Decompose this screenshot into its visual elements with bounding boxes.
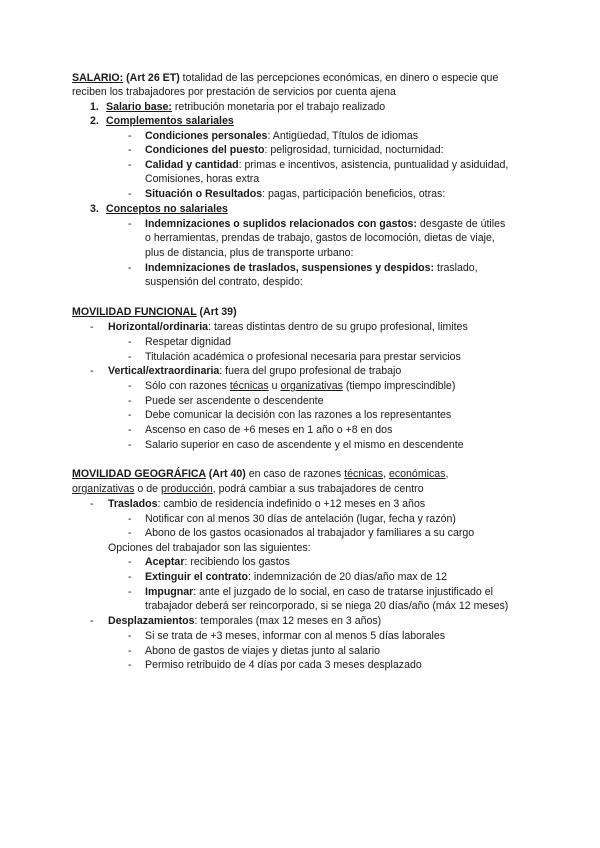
desplazamientos-sub: Si se trata de +3 meses, informar con al menos 5 días laborales xyxy=(145,630,446,642)
sub-label: Horizontal/ordinaria xyxy=(108,321,209,333)
dash-bullet: - xyxy=(128,218,132,230)
concepto-item-cont: suspensión del contrato, despido: xyxy=(145,276,303,288)
sub-label: Aceptar xyxy=(145,556,185,568)
item-number: 2. xyxy=(90,115,99,127)
concepto-item-cont: o herramientas, prendas de trabajo, gastos de locomoción, dietas de viaje, xyxy=(145,232,495,244)
vertical-sub: Puede ser ascendente o descendente xyxy=(145,395,324,407)
sub-text: : cambio de residencia indefinido o +12 meses en 3 años xyxy=(157,498,426,510)
item-label: Complementos salariales xyxy=(106,115,234,127)
sub-label: Situación o Resultados xyxy=(145,188,263,200)
salario-art: (Art 26 ET) xyxy=(126,72,180,84)
salario-item2 xyxy=(90,114,234,128)
item-label: Salario base: xyxy=(106,101,172,113)
dash-bullet: - xyxy=(128,351,132,363)
dash-bullet: - xyxy=(128,336,132,348)
item-label: Conceptos no salariales xyxy=(106,203,228,215)
dash-bullet: - xyxy=(128,130,132,142)
sub-text: : fuera del grupo profesional de trabajo xyxy=(219,365,402,377)
dash-bullet: - xyxy=(128,645,132,657)
dash-bullet: - xyxy=(128,439,132,451)
vertical-sub: Ascenso en caso de +6 meses en 1 año o +8 en dos xyxy=(145,424,393,436)
dash-bullet: - xyxy=(128,630,132,642)
salario-item1 xyxy=(90,100,385,114)
dash-bullet: - xyxy=(128,262,132,274)
dash-bullet: - xyxy=(128,586,132,598)
complemento-item xyxy=(145,187,445,201)
sub-label: Calidad y cantidad xyxy=(145,159,239,171)
complemento-item-cont: Comisiones, horas extra xyxy=(145,173,260,185)
sub-label: Condiciones personales xyxy=(145,130,268,142)
text-run: (tiempo imprescindible) xyxy=(342,380,456,392)
salario-intro-line1 xyxy=(72,71,498,85)
item-number: 1. xyxy=(90,101,99,113)
dash-bullet: - xyxy=(90,321,94,333)
complemento-item xyxy=(145,158,508,172)
section-art: (Art 40) xyxy=(205,468,246,480)
dash-bullet: - xyxy=(128,513,132,525)
salario-intro-line2: reciben los trabajadores por prestación de servicios por cuenta ajena xyxy=(72,86,396,98)
horizontal-item xyxy=(108,320,468,334)
dash-bullet: - xyxy=(128,527,132,539)
dash-bullet: - xyxy=(128,409,132,421)
underlined-term: técnicas xyxy=(229,380,269,392)
concepto-item xyxy=(145,217,505,231)
movilidad-geografica-intro xyxy=(72,482,424,496)
traslados-sub: Abono de los gastos ocasionados al trabajador y familiares a su cargo xyxy=(145,527,475,539)
opcion-item xyxy=(145,570,447,584)
vertical-item xyxy=(108,364,401,378)
vertical-sub xyxy=(145,379,455,393)
underlined-term: organizativas xyxy=(280,380,343,392)
item-number: 3. xyxy=(90,203,99,215)
sub-text: : temporales (max 12 meses en 3 años) xyxy=(194,615,382,627)
opcion-item xyxy=(145,555,290,569)
desplazamientos-sub: Permiso retribuido de 4 días por cada 3 meses desplazado xyxy=(145,659,422,671)
text-run: , xyxy=(383,468,389,480)
sub-text: : tareas distintas dentro de su grupo profesional, limites xyxy=(208,321,468,333)
sub-label: Traslados xyxy=(108,498,158,510)
sub-text: desgaste de útiles xyxy=(416,218,506,230)
vertical-sub: Salario superior en caso de ascendente y el mismo en descendente xyxy=(145,439,464,451)
dash-bullet: - xyxy=(128,188,132,200)
text-run: , xyxy=(445,468,449,480)
dash-bullet: - xyxy=(128,380,132,392)
text-run: , podrá cambiar a sus trabajadores de centro xyxy=(212,483,424,495)
complemento-item xyxy=(145,129,418,143)
traslados-item xyxy=(108,497,425,511)
text-run: o de xyxy=(134,483,161,495)
sub-label: Desplazamientos xyxy=(108,615,195,627)
horizontal-sub: Titulación académica o profesional necesaria para prestar servicios xyxy=(145,351,461,363)
underlined-term: económicas xyxy=(388,468,446,480)
salario-intro-text: totalidad de las percepciones económicas, en dinero o especie que xyxy=(179,72,499,84)
dash-bullet: - xyxy=(90,498,94,510)
text-run: Sólo con razones xyxy=(145,380,230,392)
dash-bullet: - xyxy=(128,659,132,671)
desplazamientos-sub: Abono de gastos de viajes y dietas junto al salario xyxy=(145,645,380,657)
sub-text: : ante el juzgado de lo social, en caso de tratarse injustificado el xyxy=(193,586,494,598)
text-run: en caso de razones xyxy=(245,468,345,480)
dash-bullet: - xyxy=(128,556,132,568)
salario-item3 xyxy=(90,202,228,216)
underlined-term: organizativas xyxy=(72,483,135,495)
sub-text: traslado, xyxy=(434,262,478,274)
opcion-item-cont: trabajador deberá ser reincorporado, si se niega 20 días/año (máx 12 meses) xyxy=(145,600,509,612)
dash-bullet: - xyxy=(128,144,132,156)
horizontal-sub: Respetar dignidad xyxy=(145,336,231,348)
sub-text: : recibiendo los gastos xyxy=(184,556,290,568)
traslados-sub: Notificar con al menos 30 días de antelación (lugar, fecha y razón) xyxy=(145,513,456,525)
vertical-sub: Debe comunicar la decisión con las razones a los representantes xyxy=(145,409,452,421)
desplazamientos-item xyxy=(108,614,381,628)
opciones-heading: Opciones del trabajador son las siguientes: xyxy=(108,542,311,554)
sub-text: : primas e incentivos, asistencia, puntualidad y asiduidad, xyxy=(238,159,509,171)
sub-text: : Antigüedad, Títulos de idiomas xyxy=(267,130,419,142)
underlined-term: técnicas xyxy=(344,468,384,480)
complemento-item xyxy=(145,143,444,157)
dash-bullet: - xyxy=(128,571,132,583)
sub-text: : indemnización de 20 días/año max de 12 xyxy=(248,571,448,583)
concepto-item xyxy=(145,261,478,275)
sub-label: Indemnizaciones o suplidos relacionados con gastos: xyxy=(145,218,417,230)
movilidad-geografica-heading xyxy=(72,467,448,481)
underlined-term: producción xyxy=(160,483,213,495)
section-title: MOVILIDAD GEOGRÁFICA xyxy=(72,468,206,480)
opcion-item xyxy=(145,585,493,599)
sub-label: Extinguir el contrato xyxy=(145,571,249,583)
sub-label: Condiciones del puesto xyxy=(145,144,265,156)
salario-title: SALARIO: xyxy=(72,72,124,84)
item-text: retribución monetaria por el trabajo realizado xyxy=(171,101,386,113)
movilidad-funcional-heading xyxy=(72,305,237,319)
sub-text: : peligrosidad, turnicidad, nocturnidad: xyxy=(264,144,444,156)
concepto-item-cont: plus de distancia, plus de transporte urbano: xyxy=(145,247,354,259)
sub-text: : pagas, participación beneficios, otras: xyxy=(262,188,446,200)
section-title: MOVILIDAD FUNCIONAL xyxy=(72,306,197,318)
sub-label: Indemnizaciones de traslados, suspensiones y despidos: xyxy=(145,262,435,274)
dash-bullet: - xyxy=(90,365,94,377)
dash-bullet: - xyxy=(128,395,132,407)
text-run: u xyxy=(268,380,281,392)
sub-label: Impugnar xyxy=(145,586,194,598)
section-art: (Art 39) xyxy=(196,306,237,318)
dash-bullet: - xyxy=(90,615,94,627)
dash-bullet: - xyxy=(128,159,132,171)
dash-bullet: - xyxy=(128,424,132,436)
sub-label: Vertical/extraordinaria xyxy=(108,365,220,377)
